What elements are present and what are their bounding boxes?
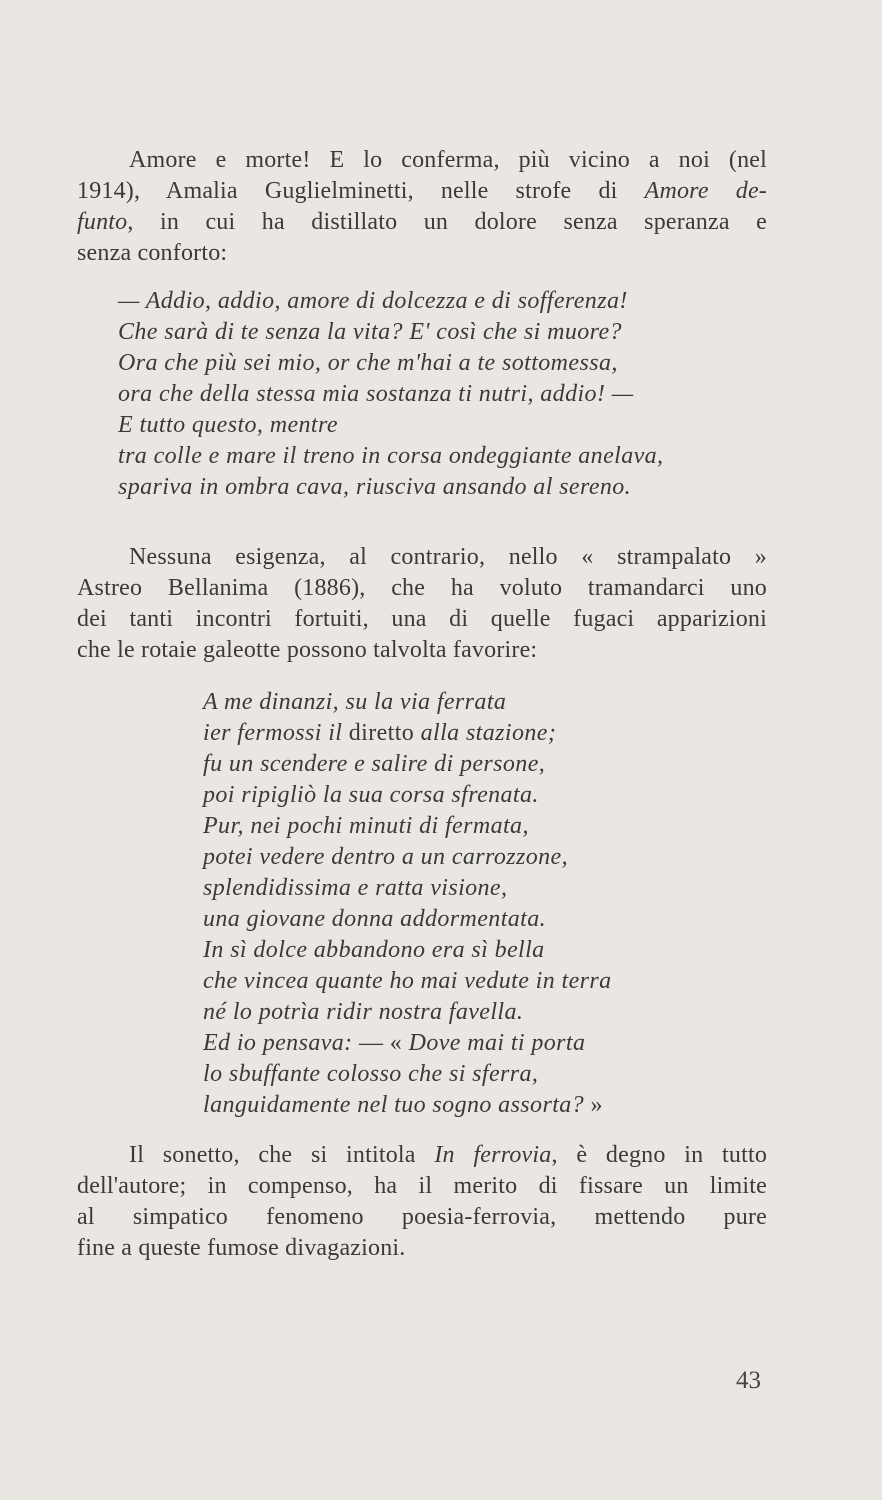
verse-line: lo sbuffante colosso che si sferra, (203, 1061, 539, 1087)
verse-line: Che sarà di te senza la vita? E' così che si muore? (118, 319, 622, 345)
text-line: al simpatico fenomeno poesia-ferrovia, mettendo pure (77, 1204, 767, 1230)
verse-line: che vincea quante ho mai vedute in terra (203, 968, 612, 994)
verse-line: A me dinanzi, su la via ferrata (203, 689, 507, 715)
verse-line: splendidissima e ratta visione, (203, 875, 508, 901)
poem-title: In ferrovia (434, 1142, 552, 1168)
text-line: funto, in cui ha distillato un dolore senza speranza e (77, 209, 767, 235)
verse-line: E tutto questo, mentre (118, 412, 338, 438)
text-line: dei tanti incontri fortuiti, una di quelle fugaci apparizioni (77, 606, 767, 632)
verse-line: languidamente nel tuo sogno assorta? » (203, 1092, 603, 1118)
text-line: dell'autore; in compenso, ha il merito di fissare un limite (77, 1173, 767, 1199)
verse-line: né lo potrìa ridir nostra favella. (203, 999, 524, 1025)
text-line: Nessuna esigenza, al contrario, nello « strampalato » (129, 544, 767, 570)
verse-line: fu un scendere e salire di persone, (203, 751, 546, 777)
paragraph-3 (77, 1140, 767, 1264)
text-line: Astreo Bellanima (1886), che ha voluto tramandarci uno (77, 575, 767, 601)
verse-line: Ora che più sei mio, or che m'hai a te sottomessa, (118, 350, 618, 376)
poem-title: funto (77, 209, 128, 235)
verse-line: potei vedere dentro a un carrozzone, (203, 844, 568, 870)
verse-line: Pur, nei pochi minuti di fermata, (203, 813, 529, 839)
verse-line: spariva in ombra cava, riusciva ansando al sereno. (118, 474, 632, 500)
text-line: fine a queste fumose divagazioni. (77, 1235, 406, 1261)
text-line: 1914), Amalia Guglielminetti, nelle strofe di Amore de- (77, 178, 767, 204)
text-line: Amore e morte! E lo conferma, più vicino a noi (nel (129, 147, 767, 173)
verse-quotation-1 (118, 286, 663, 503)
sonnet-quotation (203, 687, 612, 1121)
verse-line: ier fermossi il diretto alla stazione; (203, 720, 557, 746)
verse-line: tra colle e mare il treno in corsa ondeggiante anelava, (118, 443, 664, 469)
verse-line: una giovane donna addormentata. (203, 906, 547, 932)
text-line: senza conforto: (77, 240, 228, 266)
poem-title: Amore de- (644, 178, 767, 204)
page-number: 43 (736, 1367, 761, 1394)
text-line: Il sonetto, che si intitola In ferrovia, è degno in tutto (129, 1142, 768, 1168)
verse-line: In sì dolce abbandono era sì bella (203, 937, 545, 963)
verse-line: poi ripigliò la sua corsa sfrenata. (203, 782, 539, 808)
text-line: che le rotaie galeotte possono talvolta favorire: (77, 637, 538, 663)
verse-line: ora che della stessa mia sostanza ti nutri, addio! — (118, 381, 634, 407)
verse-line: — Addio, addio, amore di dolcezza e di sofferenza! (118, 288, 628, 314)
paragraph-1 (77, 145, 767, 269)
paragraph-2 (77, 542, 767, 666)
verse-line: Ed io pensava: — « Dove mai ti porta (203, 1030, 586, 1056)
